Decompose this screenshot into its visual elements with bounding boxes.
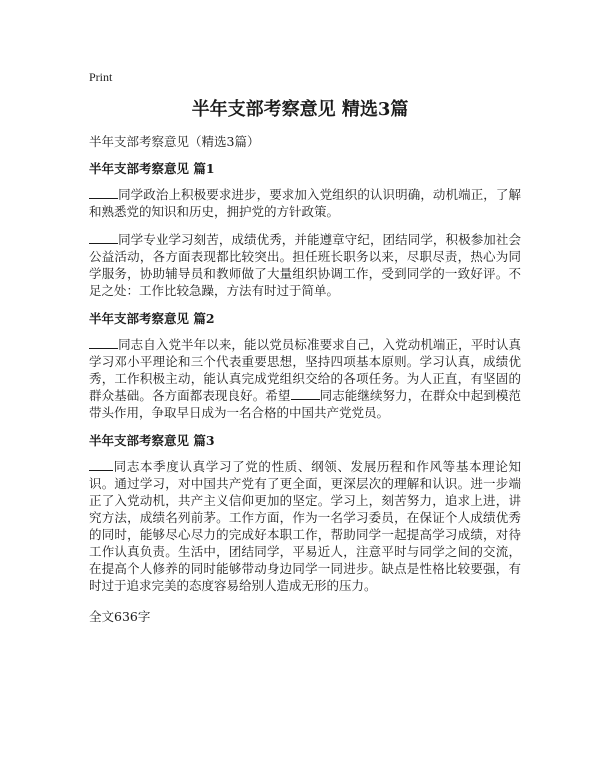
paragraph-text: 同志自入党半年以来，能以党员标准要求自己，入党动机端正，平时认真学习邓小平理论和三个代表重要思想，坚持四项基本原则。学习认真，成绩优秀，工作积极主动，能认真完成党组织交给的各项任务。为人正直，有坚固的群众基础。各方面都表现良好。希望	[89, 337, 521, 403]
fill-in-blank	[89, 336, 118, 349]
fill-in-blank	[89, 231, 118, 244]
paragraph-text: 同志能继续努力，在群众中起到模范带头作用，争取早日成为一名合格的中国共产党党员。	[89, 388, 521, 420]
section-heading: 半年支部考察意见 篇3	[89, 433, 215, 448]
section-3	[89, 432, 521, 594]
article-subtitle: 半年支部考察意见（精选3篇）	[89, 134, 260, 149]
paragraph	[89, 231, 521, 299]
section-2	[89, 310, 521, 421]
print-link[interactable]: Print	[89, 70, 113, 84]
fill-in-blank	[291, 387, 320, 400]
paragraph	[89, 186, 521, 220]
paragraph	[89, 336, 521, 421]
section-heading: 半年支部考察意见 篇2	[89, 311, 215, 326]
fill-in-blank	[89, 458, 113, 471]
page-title: 半年支部考察意见 精选3篇	[191, 99, 409, 120]
section-1	[89, 160, 521, 299]
paragraph-text: 同学政治上积极要求进步，要求加入党组织的认识明确，动机端正，了解和熟悉党的知识和历史，拥护党的方针政策。	[89, 187, 521, 219]
paragraph-text: 同志本季度认真学习了党的性质、纲领、发展历程和作风等基本理论知识。通过学习，对中国共产党有了更全面，更深层次的理解和认识。进一步端正了入党动机，共产主义信仰更加的坚定。学习上，刻苦努力，追求上进，讲究方法，成绩名列前茅。工作方面，作为一名学习委员，在保证个人成绩优秀的同时，能够尽心尽力的完成好本职工作，帮助同学一起提高学习成绩，对待工作认真负责。生活中，团结同学，平易近人，注意平时与同学之间的交流，在提高个人修养的同时能够带动身边同学一同进步。缺点是性格比较要强，有时过于追求完美的态度容易给别人造成无形的压力。	[89, 459, 521, 593]
fill-in-blank	[89, 186, 118, 199]
word-count: 全文636字	[89, 609, 151, 624]
article-body	[89, 133, 521, 625]
section-heading: 半年支部考察意见 篇1	[89, 161, 215, 176]
paragraph-text: 同学专业学习刻苦，成绩优秀，并能遵章守纪，团结同学，积极参加社会公益活动，各方面表现都比较突出。担任班长职务以来，尽职尽责，热心为同学服务，协助辅导员和教师做了大量组织协调工作，受到同学的一致好评。不足之处：工作比较急躁，方法有时过于简单。	[89, 232, 521, 298]
paragraph	[89, 458, 521, 594]
